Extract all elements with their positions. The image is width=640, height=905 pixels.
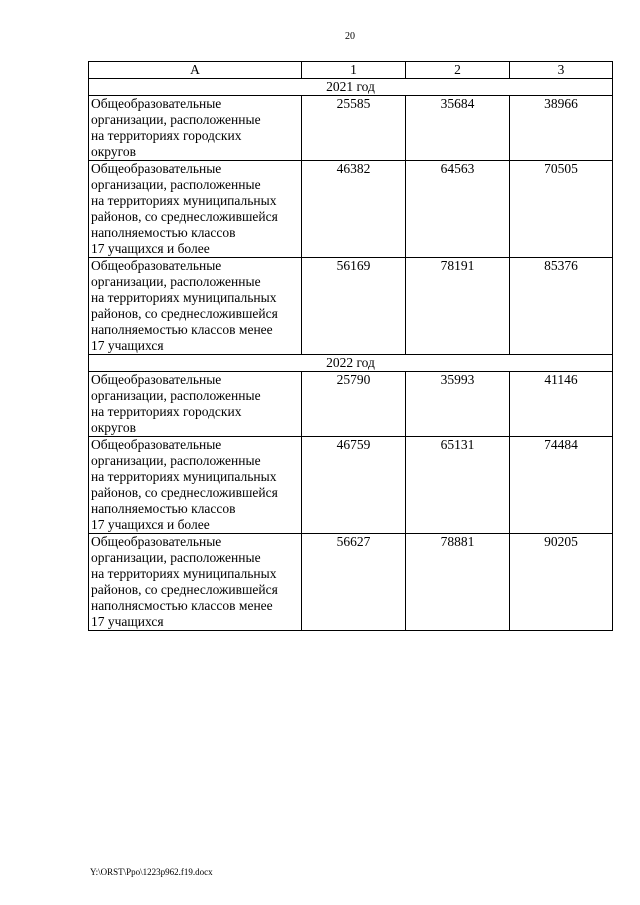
description-line: 17 учащихся и более	[91, 517, 210, 532]
description-line: на территориях муниципальных	[91, 290, 277, 305]
value-col-3: 74484	[510, 437, 613, 534]
description-line: Общеобразовательные	[91, 534, 222, 549]
description-line: округов	[91, 144, 136, 159]
value-col-2: 78191	[406, 258, 510, 355]
value-col-1: 46759	[302, 437, 406, 534]
value-col-2: 35684	[406, 96, 510, 161]
value-col-3: 85376	[510, 258, 613, 355]
description-line: наполнясмостью классов менее	[91, 598, 273, 613]
table-row	[89, 258, 613, 355]
row-description	[89, 161, 302, 258]
row-description	[89, 372, 302, 437]
description-line: на территориях муниципальных	[91, 193, 277, 208]
description-line: Общеобразовательные	[91, 96, 222, 111]
value-col-2: 64563	[406, 161, 510, 258]
description-line: округов	[91, 420, 136, 435]
description-line: наполняемостью классов	[91, 225, 236, 240]
description-line: организации, расположенные	[91, 453, 261, 468]
description-line: Общеобразовательные	[91, 372, 222, 387]
description-line: организации, расположенные	[91, 274, 261, 289]
value-col-1: 46382	[302, 161, 406, 258]
year-label: 2022 год	[89, 355, 613, 372]
description-line: организации, расположенные	[91, 112, 261, 127]
description-line: на территориях городских	[91, 404, 242, 419]
description-line: на территориях муниципальных	[91, 469, 277, 484]
row-description	[89, 534, 302, 631]
description-line: организации, расположенные	[91, 550, 261, 565]
description-line: 17 учащихся	[91, 614, 164, 629]
description-line: Общеобразовательные	[91, 437, 222, 452]
value-col-2: 65131	[406, 437, 510, 534]
column-header-3: 3	[510, 62, 613, 79]
description-line: 17 учащихся и более	[91, 241, 210, 256]
value-col-2: 35993	[406, 372, 510, 437]
column-header-2: 2	[406, 62, 510, 79]
description-line: 17 учащихся	[91, 338, 164, 353]
value-col-1: 56169	[302, 258, 406, 355]
value-col-3: 90205	[510, 534, 613, 631]
description-line: организации, расположенные	[91, 388, 261, 403]
table-row	[89, 372, 613, 437]
year-row	[89, 355, 613, 372]
description-line: районов, со среднесложившейся	[91, 209, 278, 224]
year-row	[89, 79, 613, 96]
value-col-3: 70505	[510, 161, 613, 258]
value-col-1: 25790	[302, 372, 406, 437]
description-line: Общеобразовательные	[91, 258, 222, 273]
description-line: Общеобразовательные	[91, 161, 222, 176]
table-header-row	[89, 62, 613, 79]
data-table	[88, 61, 613, 631]
column-header-1: 1	[302, 62, 406, 79]
year-label: 2021 год	[89, 79, 613, 96]
value-col-3: 38966	[510, 96, 613, 161]
page-number: 20	[345, 31, 355, 42]
row-description	[89, 96, 302, 161]
description-line: наполняемостью классов менее	[91, 322, 273, 337]
value-col-1: 25585	[302, 96, 406, 161]
file-path-footer: Y:\ORST\Ppo\1223p962.f19.docx	[90, 867, 213, 877]
description-line: районов, со среднесложившейся	[91, 485, 278, 500]
description-line: наполняемостью классов	[91, 501, 236, 516]
table-row	[89, 437, 613, 534]
description-line: на территориях муниципальных	[91, 566, 277, 581]
value-col-1: 56627	[302, 534, 406, 631]
row-description	[89, 437, 302, 534]
description-line: районов, со среднесложившейся	[91, 306, 278, 321]
value-col-2: 78881	[406, 534, 510, 631]
row-description	[89, 258, 302, 355]
description-line: на территориях городских	[91, 128, 242, 143]
description-line: районов, со среднесложившейся	[91, 582, 278, 597]
table-row	[89, 534, 613, 631]
table-row	[89, 161, 613, 258]
column-header-a: А	[89, 62, 302, 79]
value-col-3: 41146	[510, 372, 613, 437]
table-row	[89, 96, 613, 161]
description-line: организации, расположенные	[91, 177, 261, 192]
